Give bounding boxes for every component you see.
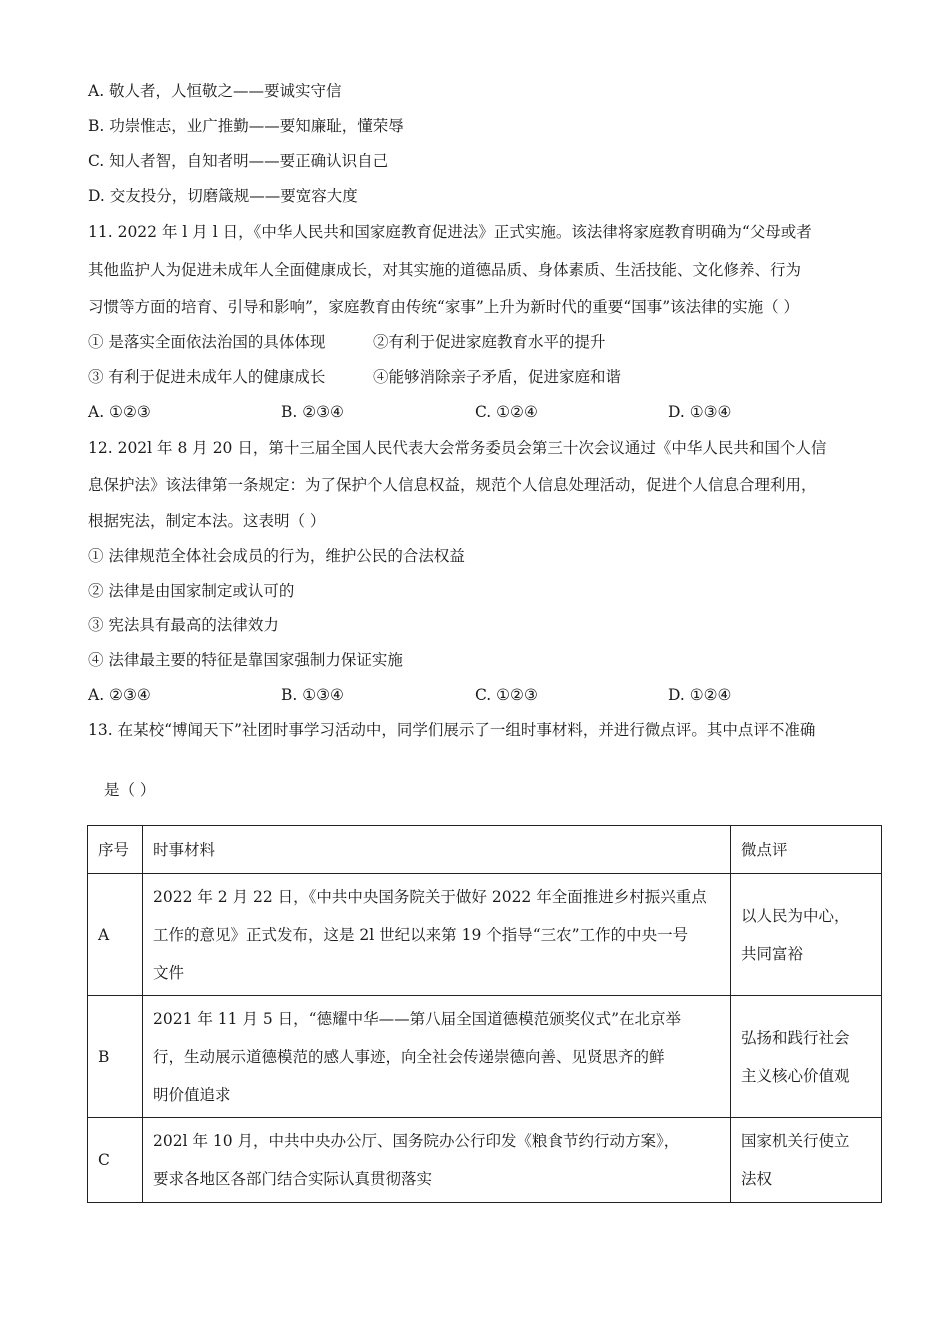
header-index: 序号: [88, 826, 143, 874]
row-c-material-line-2: 要求各地区各部门结合实际认真贯彻落实: [153, 1170, 433, 1188]
row-a-comment-line-2: 共同富裕: [741, 944, 804, 963]
row-a-material-line-2: 工作的意见》正式发布，这是 2l 世纪以来第 19 个指导“三农”工作的中央一号: [153, 925, 689, 944]
row-b-material-line-2: 行，生动展示道德模范的感人事迹，向全社会传递崇德向善、见贤思齐的鲜: [153, 1047, 665, 1066]
q11-option-c: C. ①②④: [475, 403, 538, 421]
q10-option-c: C. 知人者智，自知者明——要正确认识自己: [88, 152, 389, 170]
q11-option-b: B. ②③④: [281, 403, 344, 421]
q11-stem-line-2: 其他监护人为促进未成年人全面健康成长，对其实施的道德品质、身体素质、生活技能、文化修养、行为: [88, 261, 802, 279]
q11-option-a: A. ①②③: [88, 403, 151, 421]
q11-statement-1: ① 是落实全面依法治国的具体体现: [88, 333, 326, 351]
table-row: [88, 874, 882, 996]
row-b-comment-line-2: 主义核心价值观: [741, 1066, 850, 1085]
q12-options: [88, 684, 888, 706]
q11-option-d: D. ①③④: [668, 403, 732, 421]
table-header-row: [88, 826, 882, 874]
row-c-material: [143, 1118, 731, 1203]
q13-stem-line-1: 13. 在某校“博闻天下”社团时事学习活动中，同学们展示了一组时事材料，并进行微点评。其中点评不准确: [88, 721, 816, 739]
row-c-comment-line-2: 法权: [741, 1170, 773, 1188]
news-table: [87, 825, 882, 1203]
row-b-material-line-1: 2021 年 11 月 5 日，“德耀中华——第八届全国道德模范颁奖仪式”在北京举: [153, 1009, 682, 1028]
q12-stem-line-3: 根据宪法，制定本法。这表明（ ）: [88, 512, 326, 530]
q11-options: [88, 401, 888, 423]
row-a-comment-line-1: 以人民为中心，: [741, 906, 850, 925]
row-b-id: B: [88, 996, 143, 1118]
row-a-material-line-3: 文件: [153, 963, 185, 982]
q11-stem-line-3: 习惯等方面的培育、引导和影响”，家庭教育由传统“家事”上升为新时代的重要“国事”该法律的实施（ ）: [88, 298, 800, 316]
q13-stem-line-2: 是（ ）: [104, 781, 156, 799]
row-b-comment-line-1: 弘扬和践行社会: [741, 1028, 850, 1047]
q10-option-b: B. 功崇惟志，业广推勤——要知廉耻，懂荣辱: [88, 117, 404, 135]
q12-statement-1: ① 法律规范全体社会成员的行为，维护公民的合法权益: [88, 547, 465, 565]
row-c-comment: [731, 1118, 882, 1203]
row-a-material-line-1: 2022 年 2 月 22 日，《中共中央国务院关于做好 2022 年全面推进乡村振兴重点: [153, 887, 707, 906]
q11-statement-4: ④能够消除亲子矛盾，促进家庭和谐: [373, 368, 622, 386]
row-b-material: [143, 996, 731, 1118]
q11-statement-2: ②有利于促进家庭教育水平的提升: [373, 333, 606, 351]
row-b-comment: [731, 996, 882, 1118]
q10-option-a: A. 敬人者，人恒敬之——要诚实守信: [88, 82, 342, 100]
row-c-comment-line-1: 国家机关行使立: [741, 1132, 850, 1150]
row-c-id: C: [88, 1118, 143, 1203]
q12-stem-line-2: 息保护法》该法律第一条规定：为了保护个人信息权益，规范个人信息处理活动，促进个人信息合理利用，: [88, 476, 817, 494]
row-a-comment: [731, 874, 882, 996]
header-comment: 微点评: [731, 826, 882, 874]
header-material: 时事材料: [143, 826, 731, 874]
q12-option-d: D. ①②④: [668, 686, 732, 704]
table-row: [88, 996, 882, 1118]
row-b-material-line-3: 明价值追求: [153, 1085, 231, 1104]
q11-statement-3: ③ 有利于促进未成年人的健康成长: [88, 368, 326, 386]
q10-option-d: D. 交友投分，切磨箴规——要宽容大度: [88, 187, 358, 205]
table-row: [88, 1118, 882, 1203]
q12-option-b: B. ①③④: [281, 686, 344, 704]
q12-statement-2: ② 法律是由国家制定或认可的: [88, 582, 295, 600]
q11-statements-row-1: [88, 331, 788, 353]
q12-statement-3: ③ 宪法具有最高的法律效力: [88, 616, 279, 634]
row-a-material: [143, 874, 731, 996]
q11-statements-row-2: [88, 366, 788, 388]
q12-stem-line-1: 12. 202l 年 8 月 20 日，第十三届全国人民代表大会常务委员会第三十次会议通过《中华人民共和国个人信: [88, 439, 827, 457]
row-a-id: A: [88, 874, 143, 996]
q12-option-c: C. ①②③: [475, 686, 538, 704]
row-c-material-line-1: 202l 年 10 月，中共中央办公厅、国务院办公行印发《粮食节约行动方案》，: [153, 1132, 680, 1150]
q11-stem-line-1: 11. 2022 年 l 月 l 日，《中华人民共和国家庭教育促进法》正式实施。该法律将家庭教育明确为“父母或者: [88, 223, 812, 241]
q12-option-a: A. ②③④: [88, 686, 151, 704]
q12-statement-4: ④ 法律最主要的特征是靠国家强制力保证实施: [88, 651, 403, 669]
